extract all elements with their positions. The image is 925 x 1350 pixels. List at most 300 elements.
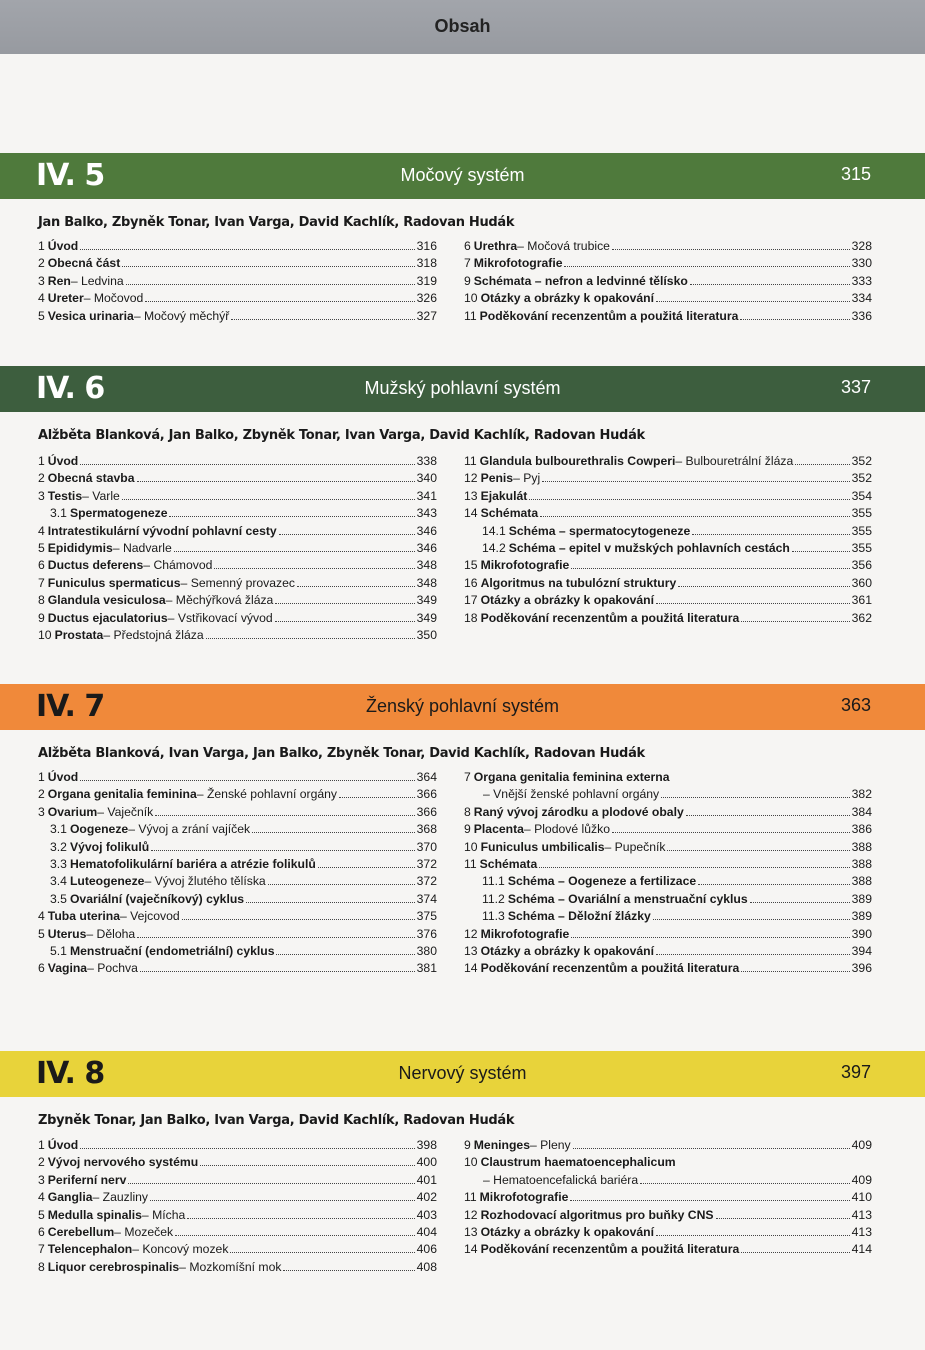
entry-page: 374 [416, 891, 437, 906]
toc-entry[interactable] [38, 891, 437, 908]
toc-entry[interactable] [38, 856, 437, 873]
entry-page: 341 [416, 488, 437, 503]
dot-leader [640, 1183, 850, 1184]
dot-leader [297, 586, 415, 587]
toc-column-right [464, 769, 872, 978]
entry-page: 334 [851, 291, 872, 306]
entry-page: 381 [416, 961, 437, 976]
entry-number: 6 [38, 961, 45, 976]
entry-title: Otázky a obrázky k opakování [480, 943, 654, 958]
toc-entry[interactable] [38, 523, 437, 540]
toc-entry[interactable] [464, 943, 872, 960]
entry-subtitle: – Pleny [530, 1138, 571, 1152]
toc-entry[interactable] [464, 255, 872, 272]
dot-leader [155, 815, 414, 816]
toc-entry[interactable] [38, 592, 437, 609]
toc-entry[interactable] [464, 1224, 872, 1241]
dot-leader [540, 516, 850, 517]
dot-leader [122, 499, 415, 500]
entry-page: 404 [416, 1224, 437, 1239]
entry-title: Schémata – nefron a ledvinné tělísko [473, 273, 688, 288]
toc-entry[interactable] [464, 453, 872, 470]
toc-entry[interactable] [38, 960, 437, 977]
entry-title: Ductus deferens [47, 558, 144, 573]
toc-entry[interactable] [464, 505, 872, 522]
toc-entry[interactable] [38, 769, 437, 786]
entry-subtitle: – Koncový mozek [132, 1242, 229, 1257]
entry-page: 406 [416, 1242, 437, 1257]
entry-number: 3.3 [50, 856, 67, 871]
entry-subtitle: – Varle [82, 488, 120, 503]
dot-leader [206, 638, 415, 639]
entry-number: 9 [464, 822, 471, 837]
toc-entry[interactable] [464, 1172, 872, 1189]
toc-entry[interactable] [464, 540, 872, 557]
entry-page: 340 [416, 471, 437, 486]
entry-title: Penis [480, 471, 514, 486]
entry-page: 349 [416, 610, 437, 625]
dot-leader [200, 1165, 415, 1166]
entry-page: 409 [851, 1138, 872, 1152]
chapter-page-number: 315 [840, 164, 871, 184]
entry-page: 319 [416, 273, 437, 288]
entry-title: Organa genitalia feminina [47, 787, 197, 802]
entry-title: Vesica urinaria [47, 308, 134, 323]
toc-entry[interactable] [464, 1241, 872, 1258]
toc-entry[interactable] [38, 943, 437, 960]
toc-entry[interactable] [38, 470, 437, 487]
dot-leader [612, 832, 850, 833]
dot-leader [690, 284, 850, 285]
dot-leader [539, 867, 849, 868]
toc-entry[interactable] [464, 839, 872, 856]
entry-page: 346 [416, 540, 437, 555]
toc-entry[interactable] [464, 610, 872, 627]
entry-subtitle: – Předstojná žláza [103, 627, 204, 642]
toc-entry[interactable] [38, 839, 437, 856]
entry-title: Placenta [473, 822, 524, 837]
entry-title: Schéma – Ovariální a menstruační cyklus [507, 891, 748, 906]
toc-entry[interactable] [464, 891, 872, 908]
toc-entry[interactable] [464, 1189, 872, 1206]
entry-number: 3.1 [50, 822, 67, 837]
dot-leader [612, 249, 850, 250]
entry-subtitle: – Plodové lůžko [523, 822, 610, 837]
dot-leader [692, 534, 849, 535]
dot-leader [283, 1270, 414, 1271]
entry-subtitle: – Ženské pohlavní orgány [196, 787, 338, 802]
entry-subtitle: – Pupečník [604, 839, 666, 854]
toc-entry[interactable] [38, 1224, 437, 1241]
entry-subtitle: – Zauzliny [92, 1190, 149, 1205]
entry-number: 15 [464, 558, 478, 573]
entry-number: 1 [38, 1138, 45, 1152]
dot-leader [571, 568, 849, 569]
entry-title: Prostata [54, 627, 104, 642]
toc-entry[interactable] [38, 804, 437, 821]
entry-number: 3 [38, 804, 45, 819]
entry-subtitle: – Semenný provazec [180, 575, 296, 590]
toc-entry[interactable] [464, 926, 872, 943]
entry-title: Meninges [473, 1138, 530, 1152]
dot-leader [678, 586, 849, 587]
toc-entry[interactable] [464, 1137, 872, 1154]
toc-entry[interactable] [38, 1154, 437, 1171]
entry-page: 372 [416, 874, 437, 889]
toc-entry[interactable] [38, 557, 437, 574]
entry-page: 398 [416, 1138, 437, 1152]
dot-leader [740, 319, 849, 320]
entry-page: 372 [416, 856, 437, 871]
toc-entry[interactable] [464, 786, 872, 803]
entry-title: Oogeneze [69, 822, 129, 837]
toc-column-left [38, 769, 437, 978]
entry-subtitle: – Pochva [87, 961, 138, 976]
toc-entry[interactable] [464, 290, 872, 307]
dot-leader [656, 1235, 850, 1236]
entry-number: 4 [38, 291, 45, 306]
entry-title: Poděkování recenzentům a použitá literatura [480, 610, 740, 625]
toc-entry[interactable] [38, 238, 437, 255]
entry-number: 1 [38, 454, 45, 468]
toc-entry[interactable] [38, 873, 437, 890]
entry-page: 410 [851, 1190, 872, 1205]
entry-page: 382 [851, 787, 872, 802]
entry-title: Poděkování recenzentům a použitá literatura [480, 961, 740, 976]
entry-title: Schéma – Oogeneze a fertilizace [507, 874, 697, 889]
dot-leader [741, 971, 849, 972]
toc-entry[interactable] [38, 255, 437, 272]
entry-title: Obecná stavba [47, 471, 135, 486]
toc-entry[interactable] [38, 908, 437, 925]
toc-entry[interactable] [464, 575, 872, 592]
entry-title: Schéma – Děložní žlázky [507, 909, 651, 924]
entry-page: 348 [416, 575, 437, 590]
dot-leader [151, 850, 414, 851]
entry-subtitle: – Nadvarle [112, 540, 172, 555]
entry-page: 318 [416, 256, 437, 271]
entry-page: 328 [851, 239, 872, 253]
entry-title: Úvod [47, 770, 79, 784]
dot-leader [750, 902, 850, 903]
entry-page: 389 [851, 891, 872, 906]
entry-number: 13 [464, 943, 478, 958]
toc-entry[interactable] [38, 1137, 437, 1154]
entry-number: 11 [464, 856, 477, 871]
entry-title: Vývoj folikulů [69, 839, 150, 854]
entry-page: 400 [416, 1155, 437, 1170]
entry-subtitle: – Ledvina [70, 273, 124, 288]
entry-page: 370 [416, 839, 437, 854]
entry-number: 7 [464, 256, 471, 271]
entry-title: Tuba uterina [47, 909, 121, 924]
dot-leader [318, 867, 415, 868]
entry-number: 4 [38, 1190, 45, 1205]
entry-number: 10 [464, 291, 478, 306]
entry-title: Uterus [47, 926, 87, 941]
entry-subtitle: – Chámovod [143, 558, 213, 573]
dot-leader [571, 937, 849, 938]
toc-entry[interactable] [464, 557, 872, 574]
entry-number: 14 [464, 961, 478, 976]
toc-column-left [38, 238, 437, 325]
toc-entry[interactable] [464, 523, 872, 540]
toc-column-right [464, 238, 872, 325]
toc-entry[interactable] [464, 804, 872, 821]
toc-entry[interactable] [38, 1172, 437, 1189]
toc-entry[interactable] [38, 308, 437, 325]
entry-page: 376 [416, 926, 437, 941]
toc-entry[interactable] [38, 540, 437, 557]
entry-title: Mikrofotografie [480, 926, 570, 941]
entry-number: 5.1 [50, 943, 67, 958]
toc-entry[interactable] [464, 308, 872, 325]
entry-number: 14 [464, 506, 478, 521]
entry-title: Ejakulát [480, 488, 528, 503]
toc-entry[interactable] [38, 1259, 437, 1276]
entry-page: 366 [416, 804, 437, 819]
entry-number: 17 [464, 593, 478, 608]
dot-leader [140, 971, 415, 972]
entry-subtitle: – Močový měchýř [133, 308, 230, 323]
entry-title: Glandula bulbourethralis Cowperi [479, 454, 676, 468]
entry-subtitle: – Močová trubice [517, 239, 610, 253]
entry-title: Periferní nerv [47, 1172, 127, 1187]
entry-number: 4 [38, 909, 45, 924]
entry-page: 316 [416, 239, 437, 253]
entry-subtitle: – Mícha [141, 1207, 186, 1222]
entry-page: 408 [416, 1259, 437, 1274]
entry-number: 8 [38, 1259, 45, 1274]
dot-leader [80, 464, 414, 465]
entry-page: 368 [416, 822, 437, 837]
entry-page: 364 [416, 770, 437, 784]
entry-number: 10 [38, 627, 52, 642]
entry-subtitle: – Mozkomíšní mok [179, 1259, 282, 1274]
toc-entry[interactable] [38, 505, 437, 522]
chapter-band [0, 684, 925, 730]
chapter-page-number: 337 [840, 377, 871, 397]
entry-title: Vagina [47, 961, 88, 976]
entry-number: 2 [38, 1155, 45, 1170]
chapter-band [0, 1051, 925, 1097]
toc-entry[interactable] [464, 908, 872, 925]
dot-leader [661, 797, 850, 798]
toc-entry[interactable] [464, 856, 872, 873]
chapter-number: IV. 6 [36, 371, 105, 406]
entry-number: 3 [38, 273, 45, 288]
dot-leader [182, 919, 415, 920]
page-header [0, 0, 925, 54]
dot-leader [128, 1183, 414, 1184]
entry-title: Úvod [47, 454, 79, 468]
entry-title: Mikrofotografie [480, 558, 570, 573]
entry-title: Vývoj nervového systému [47, 1155, 199, 1170]
dot-leader [656, 301, 850, 302]
dot-leader [230, 1252, 414, 1253]
toc-entry[interactable] [38, 926, 437, 943]
entry-number: 14.2 [482, 540, 506, 555]
entry-number: 5 [38, 540, 45, 555]
entry-page: 352 [851, 454, 872, 468]
toc-entry[interactable] [464, 821, 872, 838]
toc-entry[interactable] [464, 873, 872, 890]
entry-subtitle: – Děloha [86, 926, 136, 941]
toc-entry[interactable] [38, 1207, 437, 1224]
toc-column-left [38, 1137, 437, 1276]
dot-leader [653, 919, 850, 920]
entry-page: 360 [851, 575, 872, 590]
entry-title: Ductus ejaculatorius [47, 610, 168, 625]
entry-title: Spermatogeneze [69, 506, 168, 521]
entry-page: 333 [851, 273, 872, 288]
entry-number: 6 [38, 1224, 45, 1239]
dot-leader [126, 284, 415, 285]
entry-title: Menstruační (endometriální) cyklus [69, 943, 275, 958]
entry-number: 9 [464, 273, 471, 288]
chapter-title[interactable]: Mužský pohlavní systém [364, 378, 561, 398]
entry-page: 413 [851, 1224, 872, 1239]
chapter-title[interactable]: Nervový systém [398, 1063, 527, 1083]
entry-title: Medulla spinalis [47, 1207, 142, 1222]
chapter-authors: Zbyněk Tonar, Jan Balko, Ivan Varga, David Kachlík, Radovan Hudák [38, 1113, 515, 1128]
toc-entry[interactable] [464, 1207, 872, 1224]
entry-title: Algoritmus na tubulózní struktury [480, 575, 677, 590]
dot-leader [268, 884, 415, 885]
entry-number: 2 [38, 787, 45, 802]
toc-entry[interactable] [464, 273, 872, 290]
entry-page: 384 [851, 804, 872, 819]
entry-number: 3 [38, 488, 45, 503]
entry-number: 3.2 [50, 839, 67, 854]
entry-number: 9 [464, 1138, 471, 1152]
toc-entry[interactable] [38, 488, 437, 505]
toc-entry[interactable] [38, 610, 437, 627]
toc-entry[interactable] [464, 960, 872, 977]
entry-page: 401 [416, 1172, 437, 1187]
toc-column-right [464, 453, 872, 627]
dot-leader [564, 266, 849, 267]
entry-subtitle: – Hematoencefalická bariéra [483, 1172, 639, 1187]
toc-entry[interactable] [38, 1241, 437, 1258]
chapter-band [0, 153, 925, 199]
chapter-section [0, 684, 925, 976]
entry-number: 3.1 [50, 506, 67, 521]
entry-title: Mikrofotografie [479, 1190, 569, 1205]
dot-leader [656, 603, 850, 604]
entry-title: Schéma – epitel v mužských pohlavních cestách [508, 540, 790, 555]
chapter-number: IV. 5 [36, 158, 105, 193]
toc-column-right [464, 1137, 872, 1259]
toc-entry[interactable] [38, 273, 437, 290]
toc-entry[interactable] [464, 238, 872, 255]
entry-page: 354 [851, 488, 872, 503]
toc-entry[interactable] [38, 1189, 437, 1206]
entry-number: 8 [464, 804, 471, 819]
entry-page: 388 [851, 874, 872, 889]
entry-title: Úvod [47, 239, 79, 253]
chapter-title[interactable]: Močový systém [400, 165, 525, 185]
dot-leader [169, 516, 414, 517]
entry-number: 11.1 [482, 874, 505, 889]
entry-number: 7 [38, 575, 45, 590]
entry-title: Funiculus umbilicalis [480, 839, 605, 854]
entry-page: 388 [851, 839, 872, 854]
entry-number: 6 [464, 239, 471, 253]
entry-page: 349 [416, 593, 437, 608]
entry-title: Luteogeneze [69, 874, 145, 889]
dot-leader [686, 815, 850, 816]
toc-entry[interactable] [464, 592, 872, 609]
toc-entry[interactable] [464, 470, 872, 487]
entry-page: 356 [851, 558, 872, 573]
dot-leader [174, 551, 415, 552]
entry-number: 4 [38, 523, 45, 538]
entry-number: 11.3 [482, 909, 505, 924]
entry-title: Schéma – spermatocytogeneze [508, 523, 691, 538]
dot-leader [276, 954, 414, 955]
entry-number: 3.4 [50, 874, 67, 889]
entry-number: 2 [38, 471, 45, 486]
entry-number: 9 [38, 610, 45, 625]
entry-page: 355 [851, 523, 872, 538]
entry-page: 386 [851, 822, 872, 837]
toc-entry[interactable] [464, 769, 872, 786]
entry-number: 6 [38, 558, 45, 573]
entry-title: Claustrum haematoencephalicum [480, 1155, 676, 1170]
entry-title: Poděkování recenzentům a použitá literatura [480, 1242, 740, 1257]
dot-leader [279, 534, 415, 535]
dot-leader [795, 464, 849, 465]
entry-title: Cerebellum [47, 1224, 115, 1239]
dot-leader [122, 266, 414, 267]
dot-leader [716, 1218, 850, 1219]
dot-leader [246, 902, 415, 903]
dot-leader [529, 499, 849, 500]
entry-number: 14 [464, 1242, 478, 1257]
toc-entry[interactable] [38, 821, 437, 838]
chapter-band [0, 366, 925, 412]
entry-page: 350 [416, 627, 437, 642]
toc-entry[interactable] [38, 290, 437, 307]
entry-title: Ovarium [47, 804, 98, 819]
entry-title: Telencephalon [47, 1242, 133, 1257]
toc-entry[interactable] [38, 786, 437, 803]
toc-entry[interactable] [38, 627, 437, 644]
entry-number: 1 [38, 770, 45, 784]
toc-entry[interactable] [38, 575, 437, 592]
toc-entry[interactable] [464, 1154, 872, 1171]
entry-number: 12 [464, 1207, 478, 1222]
chapter-section [0, 153, 925, 383]
toc-entry[interactable] [464, 488, 872, 505]
dot-leader [175, 1235, 415, 1236]
entry-title: Ren [47, 273, 71, 288]
dot-leader [741, 1252, 849, 1253]
toc-entry[interactable] [38, 453, 437, 470]
entry-title: Ovariální (vaječníkový) cyklus [69, 891, 245, 906]
dot-leader [275, 603, 414, 604]
chapter-authors: Alžběta Blanková, Ivan Varga, Jan Balko, Zbyněk Tonar, David Kachlík, Radovan Hudák [38, 746, 645, 761]
entry-number: 3 [38, 1172, 45, 1187]
entry-number: 5 [38, 926, 45, 941]
entry-subtitle: – Měchýřková žláza [165, 593, 274, 608]
dot-leader [80, 780, 414, 781]
entry-subtitle: – Vývoj žlutého tělíska [144, 874, 266, 889]
chapter-title[interactable]: Ženský pohlavní systém [365, 696, 560, 716]
entry-number: 14.1 [482, 523, 506, 538]
entry-number: 11.2 [482, 891, 505, 906]
